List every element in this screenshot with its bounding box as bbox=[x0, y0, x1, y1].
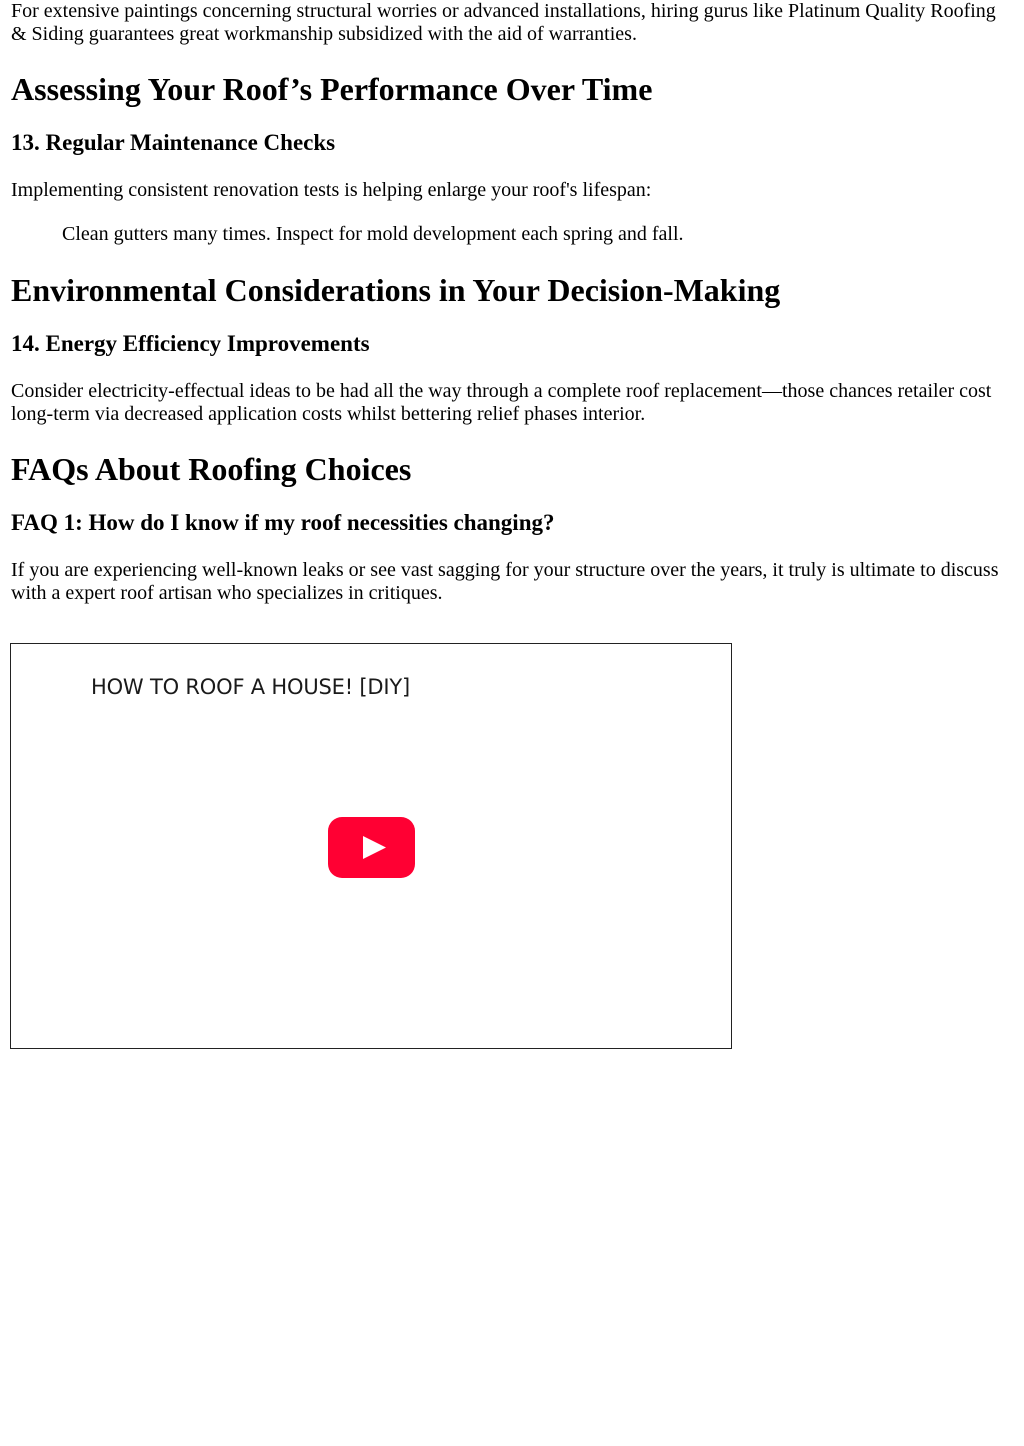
subheading-energy-efficiency: 14. Energy Efficiency Improvements bbox=[11, 331, 370, 356]
intro-paragraph: For extensive paintings concerning structural worries or advanced installations, hiring gurus like Platinum Quality Roofing & Siding guarantees great workmanship subsidized with the aid of warranties. bbox=[11, 0, 996, 45]
maintenance-paragraph: Implementing consistent renovation tests is helping enlarge your roof's lifespan: bbox=[11, 179, 652, 201]
maintenance-list-item: Clean gutters many times. Inspect for mold development each spring and fall. bbox=[62, 223, 684, 245]
faq-1-answer: If you are experiencing well-known leaks or see vast sagging for your structure over the years, it truly is ultimate to discuss with a expert roof artisan who specializes in critiques. bbox=[11, 559, 999, 604]
subheading-faq-1: FAQ 1: How do I know if my roof necessities changing? bbox=[11, 510, 555, 535]
section-heading-faqs: FAQs About Roofing Choices bbox=[11, 451, 412, 487]
section-heading-performance: Assessing Your Roof’s Performance Over Time bbox=[11, 71, 653, 107]
subheading-maintenance-checks: 13. Regular Maintenance Checks bbox=[11, 130, 336, 155]
play-icon[interactable] bbox=[328, 817, 415, 878]
play-button[interactable] bbox=[328, 817, 415, 878]
section-heading-environmental: Environmental Considerations in Your Decision-Making bbox=[11, 272, 781, 308]
video-title[interactable]: HOW TO ROOF A HOUSE! [DIY] bbox=[91, 675, 410, 699]
video-embed[interactable] bbox=[10, 643, 732, 1049]
energy-paragraph: Consider electricity-effectual ideas to be had all the way through a complete roof replacement—those chances retailer cost long-term via decreased application costs whilst bettering relief phases interior. bbox=[11, 380, 992, 425]
article-content bbox=[11, 0, 1006, 605]
